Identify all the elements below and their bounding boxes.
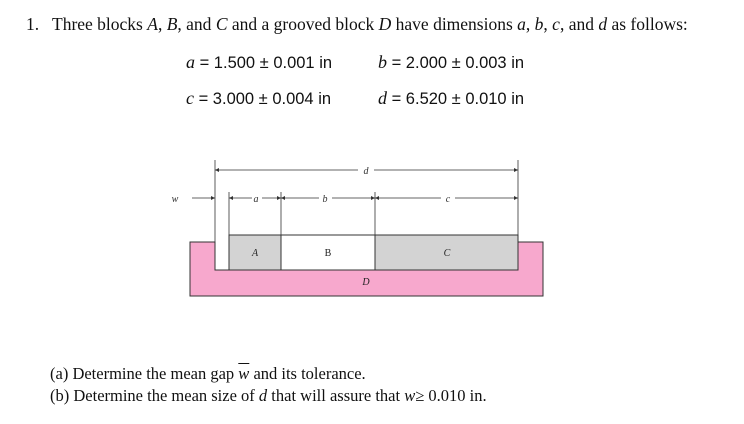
sep-c: , and	[559, 14, 599, 34]
statement-mid: and a grooved block	[227, 14, 379, 34]
dim-b: b	[534, 14, 544, 34]
sep1: ,	[157, 14, 167, 34]
label-d: d	[363, 166, 369, 177]
label-block-B: B	[324, 248, 332, 259]
w-bar: $\overline{w}$	[238, 364, 250, 383]
statement-ending: as follows:	[607, 14, 688, 34]
sep2: , and	[177, 14, 216, 34]
sep-a: ,	[525, 14, 535, 34]
label-block-A: A	[251, 248, 259, 259]
var-A: A	[147, 14, 158, 34]
equation-c: c = 3.000 ± 0.004 in	[186, 88, 332, 108]
label-a: a	[253, 194, 259, 205]
dim-c: c	[552, 14, 560, 34]
label-c: c	[445, 194, 451, 205]
equation-a: a = 1.500 ± 0.001 in	[186, 52, 333, 72]
statement-tail: have dimensions	[391, 14, 518, 34]
label-w: w	[171, 194, 179, 205]
question-a: (a) Determine the mean gap $\overline{w}$ and its tolerance.	[50, 364, 366, 383]
dim-d: d	[598, 14, 608, 34]
dim-a: a	[517, 14, 526, 34]
label-b: b	[322, 194, 328, 205]
statement-text: Three blocks	[52, 14, 148, 34]
var-B: B	[166, 14, 178, 34]
label-block-C: C	[443, 248, 451, 259]
question-b: (b) Determine the mean size of d that will assure that w≥ 0.010 in.	[50, 386, 487, 405]
sep-b: ,	[543, 14, 553, 34]
var-D: D	[378, 14, 392, 34]
problem-number: 1.	[26, 14, 40, 34]
var-C: C	[215, 14, 228, 34]
equation-d: d = 6.520 ± 0.010 in	[378, 88, 525, 108]
equation-b: b = 2.000 ± 0.003 in	[378, 52, 525, 72]
label-block-D: D	[362, 277, 370, 288]
